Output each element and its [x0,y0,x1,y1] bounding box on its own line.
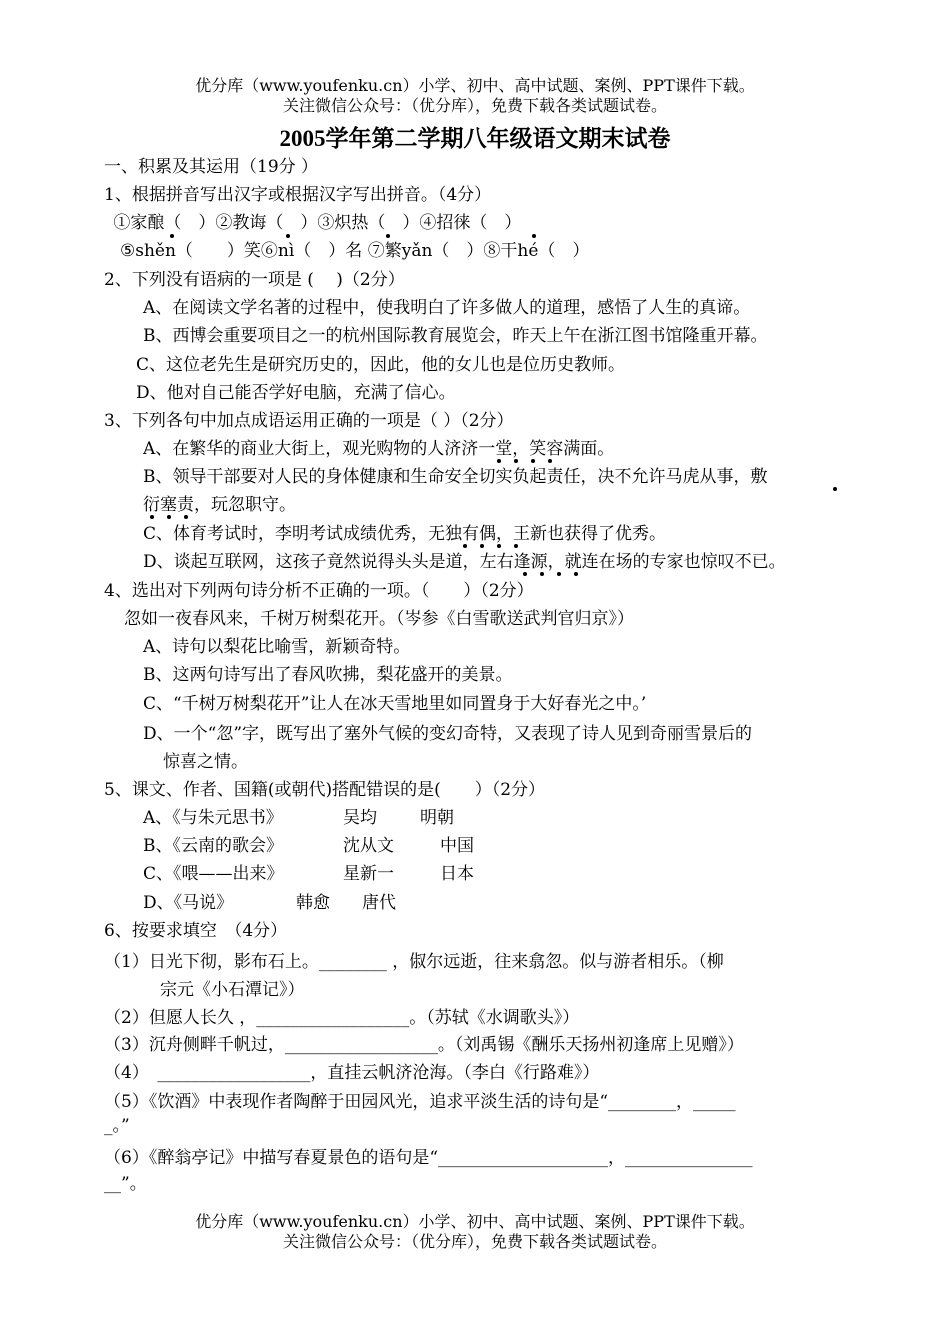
q4-poem: 忽如一夜春风来，千树万树梨花开。（岑参《白雪歌送武判官归京》） [124,609,634,629]
section-heading: 一、积累及其运用（19分 ） [104,157,319,177]
emphasis-dot [557,572,561,576]
header-line-1: 优分库（www.youfenku.cn）小学、初中、高中试题、案例、PPT课件下载。 [195,76,755,95]
emphasis-dot [574,572,578,576]
q6-item-1-line-1: （1）日光下彻，影布石上。________ ，俶尔远逝，往来翕忽。似与游者相乐。（柳 [104,952,724,972]
footer-line-2: 关注微信公众号：（优分库），免费下载各类试题试卷。 [282,1232,667,1251]
q5-row-d-title: D、《马说》 [143,893,234,913]
emphasis-dot [150,515,154,519]
q6-item-4: （4） __________________，直挂云帆济沧海。（李白《行路难》） [104,1063,600,1083]
q6-item-2: （2）但愿人长久 ，__________________。（苏轼《水调歌头》） [104,1008,580,1028]
emphasis-dot [514,544,518,548]
q5-row-d-author: 韩愈 [296,893,330,913]
header-line-2: 关注微信公众号：（优分库），免费下载各类试题试卷。 [282,96,667,115]
emphasis-dot [480,544,484,548]
q2-option-c: C、这位老先生是研究历史的，因此，他的女儿也是位历史教师。 [136,355,626,375]
q5-row-a-title: A、《与朱元思书》 [143,808,283,828]
q4-option-d-line-2: 惊喜之情。 [163,752,248,772]
q4-option-d-line-1: D、一个“忽”字，既写出了塞外气候的变幻奇特，又表现了诗人见到奇丽雪景后的 [143,724,753,744]
q6-stem: 6、按要求填空 （4分） [104,921,288,941]
q2-stem: 2、下列没有语病的一项是 ( )（2分） [104,270,405,290]
q1-row-2: ⑤shěn（ ）笑⑥nì（ ）名 ⑦繁yǎn（ ）⑧干hé（ ） [120,241,590,261]
q6-item-3: （3）沉舟侧畔千帆过，__________________。（刘禹锡《酬乐天扬州初逢席上见赠》） [104,1035,744,1055]
q5-row-b-era: 中国 [440,836,474,856]
q5-stem: 5、课文、作者、国籍(或朝代)搭配错误的是( ）（2分） [104,780,546,800]
emphasis-dot [386,234,390,238]
q3-stem: 3、下列各句中加点成语运用正确的一项是（ ）（2分） [104,411,514,431]
q2-option-b: B、西博会重要项目之一的杭州国际教育展览会，昨天上午在浙江图书馆隆重开幕。 [143,326,768,346]
q5-row-a-era: 明朝 [420,808,454,828]
q2-option-a: A、在阅读文学名著的过程中，使我明白了许多做人的道理，感悟了人生的真谛。 [143,298,751,318]
emphasis-dot [523,572,527,576]
q1-stem: 1、根据拼音写出汉字或根据汉字写出拼音。（4分） [104,185,492,205]
q6-item-6-line-1: （6）《醉翁亭记》中描写春夏景色的语句是“____________________，_______________ [104,1148,753,1168]
q5-row-c-era: 日本 [440,864,474,884]
q6-item-6-line-2: __”。 [104,1174,147,1194]
q4-option-c: C、“千树万树梨花开”让人在冰天雪地里如同置身于大好春光之中。’ [143,694,647,714]
q3-option-d: D、谈起互联网，这孩子竟然说得头头是道，左右逢源，就连在场的专家也惊叹不已。 [143,552,786,572]
q3-option-a: A、在繁华的商业大街上，观光购物的人济济一堂，笑容满面。 [143,439,615,459]
q2-option-d: D、他对自己能否学好电脑，充满了信心。 [136,383,456,403]
q6-item-5-line-2: _。” [104,1116,130,1136]
emphasis-dot [170,234,174,238]
emphasis-dot [532,234,536,238]
q4-option-a: A、诗句以梨花比喻雪，新颖奇特。 [143,637,411,657]
emphasis-dot [286,234,290,238]
q5-row-b-title: B、《云南的歌会》 [143,836,283,856]
q5-row-c-author: 星新一 [343,864,394,884]
q1-row-1: ①家酿（ ）②教诲（ ）③炽热（ ）④招徕（ ） [108,213,522,233]
q6-item-1-line-2: 宗元《小石潭记》） [160,980,305,1000]
q3-option-b-line-1: B、领导干部要对人民的身体健康和生命安全切实负起责任，决不允许马虎从事，敷 [143,467,768,487]
emphasis-dot [514,459,518,463]
q3-option-c: C、体育考试时，李明考试成绩优秀，无独有偶，王新也获得了优秀。 [143,524,667,544]
q5-row-d-era: 唐代 [362,893,396,913]
emphasis-dot [463,544,467,548]
emphasis-dot [167,515,171,519]
page-title: 2005学年第二学期八年级语文期末试卷 [279,126,671,151]
footer-line-1: 优分库（www.youfenku.cn）小学、初中、高中试题、案例、PPT课件下载。 [195,1212,755,1231]
emphasis-dot [497,459,501,463]
q5-row-b-author: 沈从文 [343,836,394,856]
q6-item-5-line-1: （5）《饮酒》中表现作者陶醉于田园风光，追求平淡生活的诗句是“________，_____ [104,1092,736,1112]
q5-row-c-title: C、《喂——出来》 [143,864,284,884]
emphasis-dot [833,487,837,491]
emphasis-dot [540,572,544,576]
q3-option-b-line-2: 衍塞责，玩忽职守。 [143,495,296,515]
emphasis-dot [497,544,501,548]
emphasis-dot [184,515,188,519]
q4-stem: 4、选出对下列两句诗分析不正确的一项。（ ）（2分） [104,581,534,601]
emphasis-dot [548,459,552,463]
emphasis-dot [531,459,535,463]
q4-option-b: B、这两句诗写出了春风吹拂，梨花盛开的美景。 [143,665,513,685]
q5-row-a-author: 吴均 [343,808,377,828]
